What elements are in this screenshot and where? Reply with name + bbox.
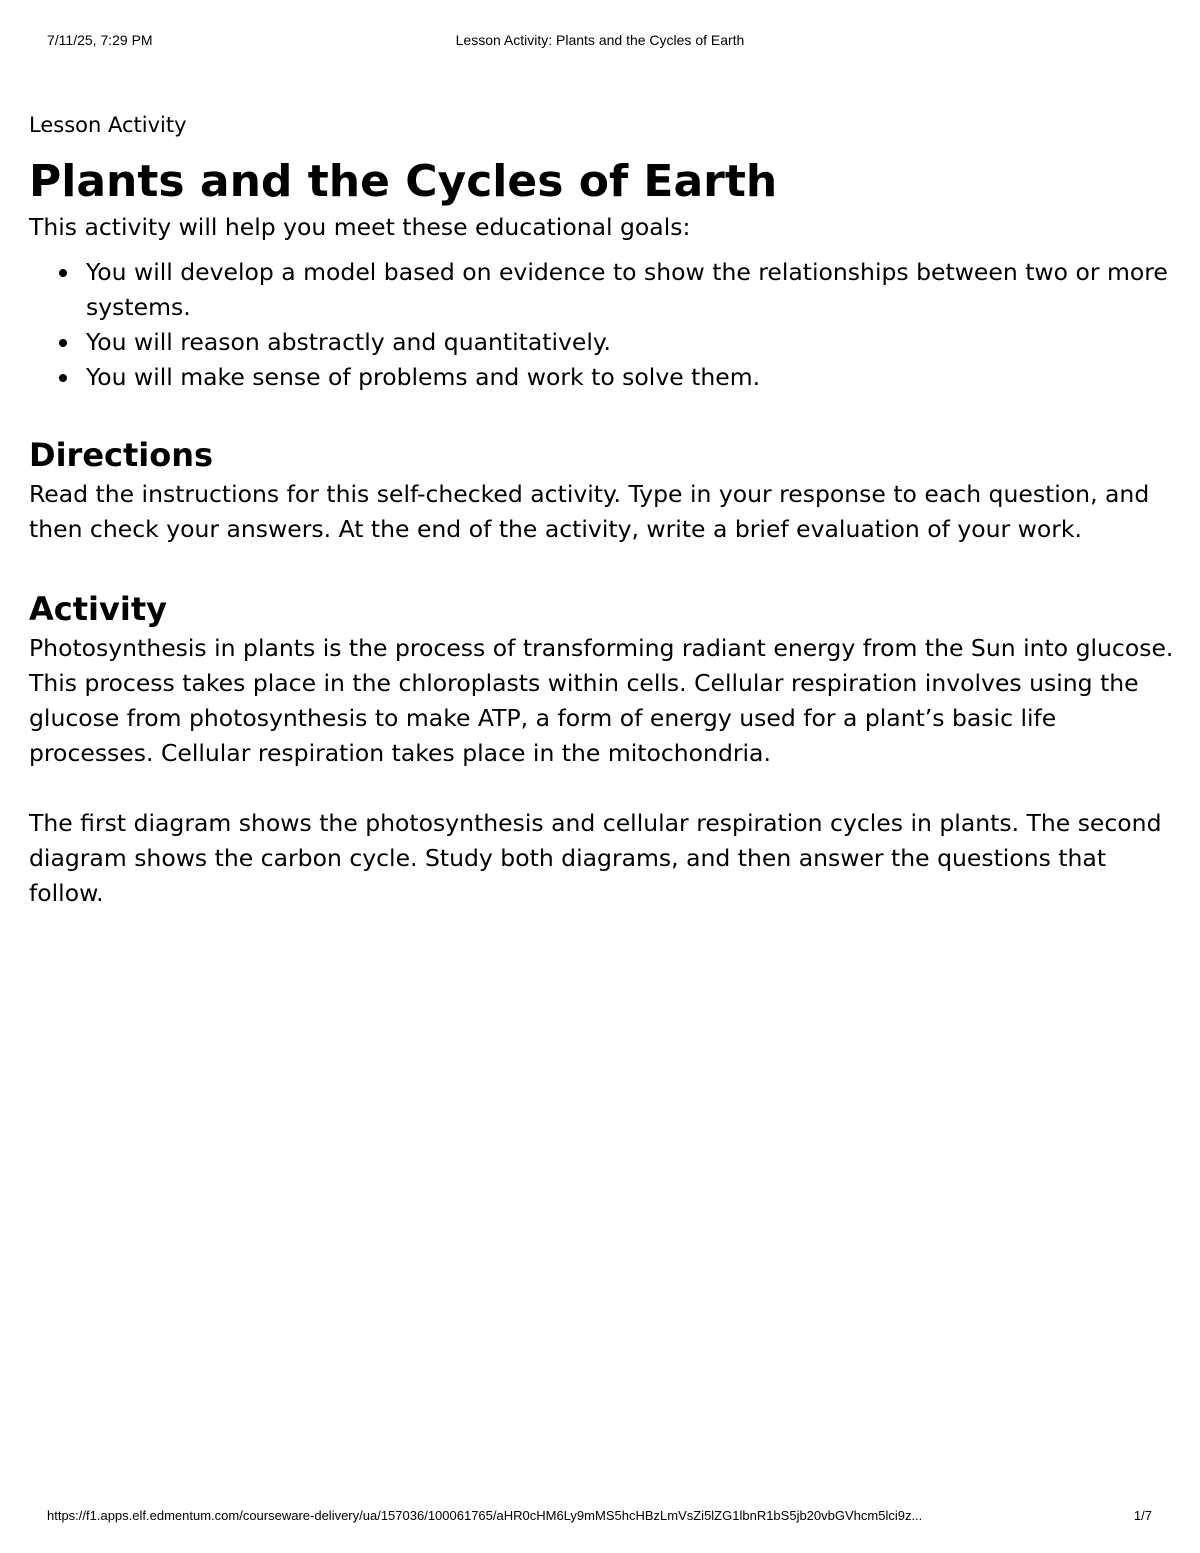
goal-text: You will develop a model based on evidence to show the relationships between two or more systems. <box>86 258 1168 321</box>
print-footer <box>0 1506 1200 1526</box>
print-datetime: 7/11/25, 7:29 PM <box>47 32 153 48</box>
document-body <box>29 108 1174 911</box>
activity-heading: Activity <box>29 590 167 628</box>
bullet-icon <box>59 269 67 277</box>
goals-intro: This activity will help you meet these educational goals: <box>29 213 691 241</box>
print-url: https://f1.apps.elf.edmentum.com/courseware-delivery/ua/157036/100061765/aHR0cHM6Ly9mMS5hcHBzLmVsZi5lZG1lbnR1bS5jb20vbGVhcm5lci9z... <box>47 1508 923 1523</box>
list-item <box>86 325 1174 360</box>
lesson-eyebrow: Lesson Activity <box>29 113 187 137</box>
print-page-title: Lesson Activity: Plants and the Cycles of Earth <box>455 32 745 48</box>
directions-heading: Directions <box>29 436 214 474</box>
list-item <box>86 360 1174 395</box>
page-number: 1/7 <box>1133 1508 1152 1523</box>
goal-text: You will reason abstractly and quantitatively. <box>86 328 611 356</box>
list-item <box>86 255 1174 325</box>
bullet-icon <box>59 374 67 382</box>
page-title: Plants and the Cycles of Earth <box>29 156 778 207</box>
directions-text: Read the instructions for this self-checked activity. Type in your response to each question, and then check your answers. At the end of the activity, write a brief evaluation of your work. <box>29 480 1150 543</box>
activity-paragraph-2: The first diagram shows the photosynthesis and cellular respiration cycles in plants. The second diagram shows the carbon cycle. Study both diagrams, and then answer the questions that follow. <box>29 809 1162 907</box>
activity-paragraph-1: Photosynthesis in plants is the process of transforming radiant energy from the Sun into glucose. This process takes place in the chloroplasts within cells. Cellular respiration involves using the glucose from photosynthesis to make ATP, a form of energy used for a plant’s basic life processes. Cellular respiration takes place in the mitochondria. <box>29 634 1174 767</box>
bullet-icon <box>59 339 67 347</box>
print-header <box>0 30 1200 50</box>
goal-text: You will make sense of problems and work to solve them. <box>86 363 761 391</box>
goals-list <box>29 255 1174 395</box>
